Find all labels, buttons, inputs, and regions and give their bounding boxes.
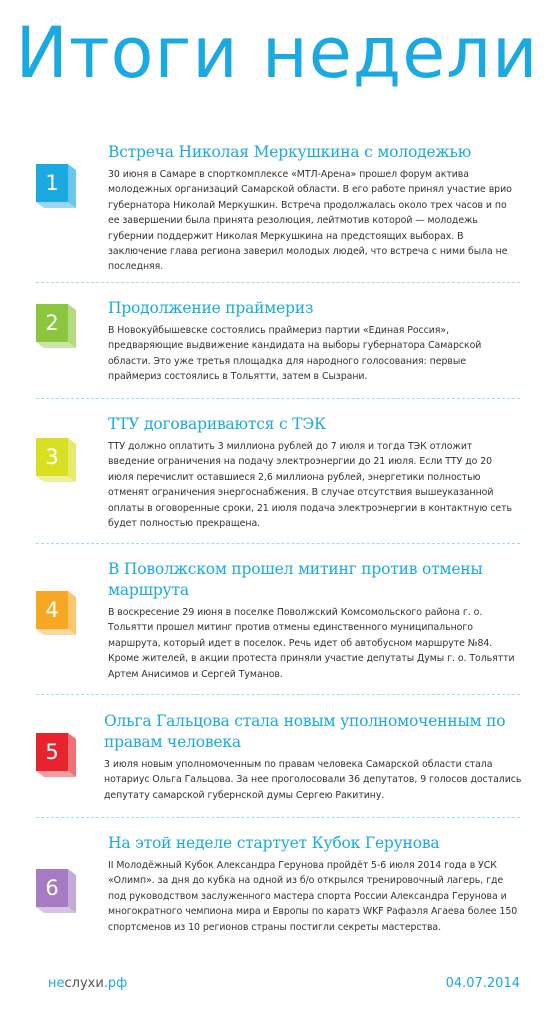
badge-number: 5 <box>45 739 59 764</box>
item-body: ТТУ должно оплатить 3 миллиона рублей до 7 июля и тогда ТЭК отложит введение ограничения на подачу электроэнергии до 21 июля. Если ТТУ до 20 июля перечислит оставшиеся 2,6 миллиона рублей, энергетики полностью отменят ограничения энергоснабжения. В случае отсутствия вышеуказанной оплаты в оговоренные сроки, 21 июля подача электроэнергии в контактную сеть будет полностью прекращена. <box>108 441 513 530</box>
badge-number: 6 <box>45 875 59 900</box>
badge-number: 4 <box>45 597 59 622</box>
number-badge <box>36 591 68 629</box>
site-logo-middle: слухи <box>64 976 104 991</box>
number-badge <box>36 304 68 342</box>
number-badge <box>36 733 68 771</box>
issue-date: 04.07.2014 <box>445 976 520 991</box>
item-headline: На этой неделе стартует Кубок Герунова <box>108 834 440 852</box>
number-badge <box>36 869 68 907</box>
badge-number: 1 <box>45 170 59 195</box>
page-title: Итоги недели <box>15 12 539 94</box>
number-badge <box>36 164 68 202</box>
divider <box>36 694 520 695</box>
number-badge <box>36 438 68 476</box>
divider <box>36 543 520 544</box>
item-headline: Ольга Гальцова стала новым уполномоченным по правам человека <box>104 712 506 751</box>
item-headline: Встреча Николая Меркушкина с молодежью <box>108 143 471 161</box>
site-logo[interactable] <box>48 976 127 991</box>
divider <box>36 282 520 283</box>
item-body: II Молодёжный Кубок Александра Герунова пройдёт 5-6 июля 2014 года в УСК «Олимп». за дня до кубка на одной из б/о открылся тренировочный лагерь, где под руководством заслуженного мастера спорта России Александра Герунова и многократного чемпиона мира и Европы по каратэ WKF Рафаэля Агаева более 150 спортсменов из 10 регионов страны постигли секреты мастерства. <box>108 860 518 933</box>
item-body: 3 июля новым уполномоченным по правам человека Самарской области стала нотариус Ольга Гальцова. За нее проголосовали 36 депутатов, 9 голосов достались депутату самарской губернской думы Сергею Ракитину. <box>104 759 522 801</box>
divider <box>36 398 520 399</box>
site-logo-suffix: .рф <box>103 976 128 991</box>
item-headline: В Поволжском прошел митинг против отмены маршрута <box>108 560 483 599</box>
item-body: В Новокуйбышевске состоялись праймериз партии «Единая Россия», предваряющие выдвижение кандидата на выборы губернатора Самарской области. Это уже третья площадка для народного голосования: первые праймериз состоялись в Тольятти, затем в Сызрани. <box>108 325 482 383</box>
badge-number: 2 <box>45 310 59 335</box>
item-body: В воскресение 29 июня в поселке Поволжский Комсомольского района г. о. Тольятти прошел митинг против отмены единственного муниципального маршрута, который идет в поселок. Речь идет об автобусном маршруте №84. Кроме жителей, в акции протеста приняли участие депутаты Думы г. о. Тольятти Артем Анисимов и Сергей Туманов. <box>108 607 515 680</box>
badge-number: 3 <box>45 444 59 469</box>
item-headline: Продолжение праймериз <box>108 299 314 317</box>
divider <box>36 817 520 818</box>
item-headline: ТТУ договариваются с ТЭК <box>108 415 326 433</box>
site-logo-prefix: не <box>48 976 65 991</box>
item-body: 30 июня в Самаре в спорткомплексе «МТЛ-Арена» прошел форум актива молодежных организаций Самарской области. В его работе принял участие врио губернатора Николай Меркушкин. Встреча продолжалась около трех часов и по ее завершении была принята резолюция, лейтмотив которой — молодежь губернии поддержит Николая Меркушкина на предстоящих выборах. В заключение глава региона заверил молодых людей, что встреча с ними была не последняя. <box>108 169 512 273</box>
